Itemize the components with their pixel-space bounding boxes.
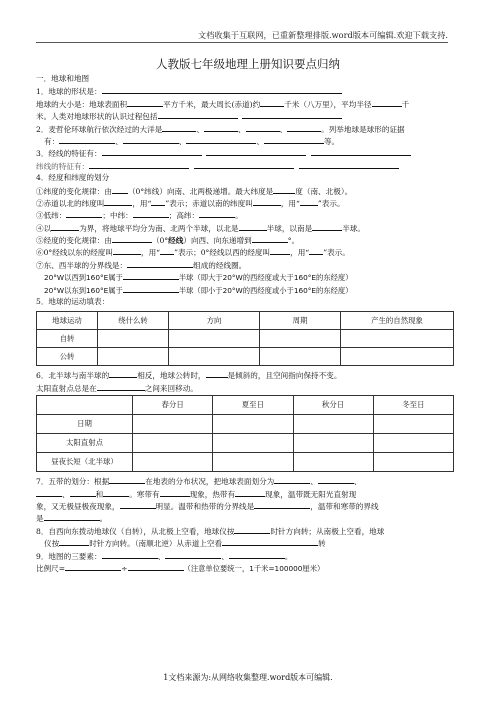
blank — [59, 135, 115, 144]
answer-cell[interactable] — [293, 415, 373, 434]
text: 8．自西向东拨动地球仪（自转），从北极上空看，地球仪按 — [36, 526, 235, 536]
text: 、 — [310, 477, 318, 487]
blank — [312, 222, 342, 231]
q2-evidence-line — [36, 135, 454, 147]
text: ②赤道以北的纬度叫 — [36, 198, 105, 208]
text: 明显。温带和热带的分界线是 — [155, 501, 255, 511]
answer-cell[interactable] — [341, 348, 454, 366]
blank — [318, 475, 354, 484]
text: 时针方向转；从南极上空看，地球 — [270, 526, 385, 536]
blank — [36, 488, 62, 497]
q4-item7 — [36, 259, 454, 271]
text: 仪按 — [44, 539, 60, 549]
answer-cell[interactable] — [133, 434, 213, 453]
blank — [112, 234, 152, 243]
blank — [162, 123, 196, 132]
answer-cell[interactable] — [98, 348, 169, 366]
bold-text: 经线 — [168, 236, 184, 246]
answer-cell[interactable] — [260, 330, 341, 348]
table-header-cell — [37, 396, 133, 415]
q7-line1 — [36, 475, 454, 487]
blank — [104, 197, 132, 206]
q4-item4 — [36, 222, 454, 234]
text: 9．地图的三要素： — [36, 551, 102, 561]
q5-heading: 5．地球的运动填表： — [36, 297, 110, 307]
row-label: 太阳直射点 — [37, 434, 133, 453]
q1-text: 1．地球的形状是： — [36, 87, 102, 97]
q7-line3 — [36, 500, 454, 512]
table-header-cell: 周期 — [260, 312, 341, 330]
blank — [206, 147, 306, 156]
blank — [65, 562, 121, 571]
text: 。列举地球是球形的证据 — [321, 124, 405, 134]
blank — [89, 160, 189, 169]
q1-size-line — [36, 98, 454, 110]
blank — [44, 512, 100, 521]
text: （0° — [151, 236, 169, 246]
blank — [127, 259, 193, 268]
blank — [51, 222, 79, 231]
blank — [70, 488, 96, 497]
blank — [234, 525, 270, 534]
blank — [151, 197, 165, 206]
answer-cell[interactable] — [373, 434, 453, 453]
blank — [253, 197, 281, 206]
blank — [235, 488, 265, 497]
blank — [123, 135, 179, 144]
table-header-cell: 春分日 — [133, 396, 213, 415]
header-divider — [36, 42, 448, 43]
text: 地球的大小是：地球表面积 — [36, 99, 128, 109]
q1-blank — [102, 85, 342, 94]
text: ）向西、向东递增到 — [183, 236, 252, 246]
text: ④以 — [36, 223, 52, 233]
text: 等。 — [323, 136, 340, 146]
q4-heading: 4．经度和纬度的划分 — [36, 173, 110, 183]
blank — [113, 246, 141, 255]
answer-cell[interactable] — [373, 453, 453, 472]
text: ，用“ — [290, 248, 310, 258]
blank — [309, 246, 323, 255]
text: 半球（即小于20°W的西经度或小于160°E的东经度） — [178, 285, 353, 295]
answer-cell[interactable] — [133, 415, 213, 434]
text: 、 — [279, 124, 288, 134]
blank — [97, 382, 145, 391]
blank — [299, 160, 399, 169]
blank — [127, 98, 163, 107]
row-label: 公转 — [37, 348, 98, 366]
table-header-cell: 方向 — [169, 312, 260, 330]
solar-terms-table — [36, 395, 454, 472]
text: 、 — [353, 477, 362, 487]
hemisphere-west-line — [36, 271, 454, 283]
text: 半球（即大于20°W的西经度或大于160°E的东经度） — [178, 273, 353, 283]
table-row — [37, 330, 454, 348]
q4-item5 — [36, 234, 454, 246]
text: 现象，热带有 — [189, 489, 236, 499]
text: 、 — [237, 124, 246, 134]
document-title: 人教版七年级地理上册知识要点归纳 — [156, 57, 340, 71]
text: 20°W以西到160°E属于 — [44, 273, 123, 283]
answer-cell[interactable] — [98, 330, 169, 348]
text: ；高纬： — [168, 211, 200, 221]
text: 半球。 — [342, 223, 365, 233]
blank — [242, 110, 342, 119]
answer-cell[interactable] — [373, 415, 453, 434]
page-header: 文档收集于互联网，已重新整理排版.word版本可编辑.欢迎下载支持. — [198, 30, 448, 40]
blank — [260, 98, 284, 107]
blank — [311, 147, 411, 156]
text: 3．经线的特征有： — [36, 149, 102, 159]
q3-meridian-line — [36, 147, 454, 159]
text: 米。人类对地球形状的认识过程包括 — [36, 112, 158, 122]
table-header-cell: 夏至日 — [213, 396, 293, 415]
table-header-cell: 冬至日 — [373, 396, 453, 415]
text: （0°纬线）向南、北两极递增。最大纬度是 — [127, 186, 274, 196]
text: 、 — [196, 124, 204, 134]
blank — [204, 123, 238, 132]
q8-line2 — [36, 537, 454, 549]
text: 、 — [178, 136, 187, 146]
text: （注意单位要统一，1千米=100000厘米） — [183, 563, 325, 573]
blank — [229, 550, 285, 559]
blank — [112, 185, 128, 194]
blank — [254, 500, 310, 509]
text: ⑥0°经线以东的经度叫 — [36, 248, 113, 258]
q7-line2 — [36, 488, 454, 500]
blank — [270, 246, 290, 255]
earth-motion-table — [36, 311, 454, 366]
q1-history-line — [36, 110, 454, 122]
text: 、 — [62, 489, 70, 499]
text: 半球，以南是 — [266, 223, 313, 233]
text: 。 — [99, 514, 108, 524]
text: ⑦东、西半球的分界线是： — [36, 260, 128, 270]
table-row — [37, 434, 454, 453]
text: 转 — [318, 539, 326, 549]
q2-line — [36, 123, 454, 135]
text: 为界，将地球平均分为南、北两个半球，以北是 — [79, 223, 239, 233]
text: 。 — [284, 551, 293, 561]
blank — [123, 271, 179, 280]
blank — [59, 537, 89, 546]
text: 相反，地球公转时， — [137, 371, 206, 381]
text: ③低纬： — [36, 211, 67, 221]
table-row — [37, 415, 454, 434]
text: 2．麦哲伦环球航行依次经过的大洋是 — [36, 124, 163, 134]
q3-parallel-line — [36, 160, 454, 172]
blank — [199, 209, 235, 218]
text: 象，又无极昼极夜现象， — [36, 501, 120, 511]
text: 、 — [221, 551, 229, 561]
blank — [160, 246, 174, 255]
blank — [102, 147, 202, 156]
text: 、 — [157, 551, 166, 561]
text: 千米（八万里），平均半径 — [284, 99, 372, 109]
section-heading: 一．地球和地图 — [36, 74, 90, 83]
blank — [120, 500, 156, 509]
answer-cell[interactable] — [293, 434, 373, 453]
text: ”表示。 — [323, 248, 350, 258]
row-label: 日期 — [37, 415, 133, 434]
text: 组成的经线圈。 — [193, 260, 247, 270]
text: 太阳直射点总是在 — [36, 383, 97, 393]
blank — [158, 110, 238, 119]
text: 度（南、北极）。 — [295, 186, 353, 196]
text: °。 — [287, 236, 300, 246]
table-header-cell: 地球运动 — [37, 312, 98, 330]
blank — [123, 284, 179, 293]
blank — [109, 475, 145, 484]
blank — [160, 488, 190, 497]
text: ⑤经度的变化规律：由 — [36, 236, 112, 246]
text: 20°W以东到160°E属于 — [44, 285, 123, 295]
text: ，用“ — [280, 198, 300, 208]
blank — [102, 550, 158, 559]
blank — [273, 185, 295, 194]
text: ”表示。 — [317, 198, 345, 208]
text: 是倾斜的，且空间指向保持不变。 — [227, 371, 342, 381]
text: 在地表的分布状况，把地球表面划分为 — [145, 477, 275, 487]
q4-item3 — [36, 209, 454, 221]
text: 。寒带有 — [129, 489, 160, 499]
blank — [103, 488, 129, 497]
text: 现象，温带既无阳光直射现 — [265, 489, 357, 499]
answer-cell[interactable] — [293, 453, 373, 472]
table-header-row — [37, 312, 454, 330]
blank — [186, 135, 256, 144]
q4-item2 — [36, 197, 454, 209]
table-row — [37, 453, 454, 472]
q6-subsolar-line — [36, 382, 454, 394]
blank — [246, 123, 280, 132]
q4-item1 — [36, 185, 454, 197]
table-row — [37, 348, 454, 366]
text: 有： — [44, 136, 60, 146]
text: 平方千米，最大周长(赤道)约 — [163, 99, 261, 109]
text: 纬线的特征有： — [36, 161, 90, 171]
text: 和 — [95, 489, 104, 499]
blank — [300, 197, 318, 206]
answer-cell[interactable] — [341, 330, 454, 348]
blank — [222, 537, 318, 546]
text: ”表示；0°经线以西的经度叫 — [174, 248, 271, 258]
row-label: 昼夜长短（北半球） — [37, 453, 133, 472]
text: 、 — [256, 136, 264, 146]
blank — [194, 160, 294, 169]
hemisphere-east-line — [36, 284, 454, 296]
document-body — [36, 73, 454, 574]
answer-cell[interactable] — [260, 348, 341, 366]
blank — [239, 222, 267, 231]
text: ÷ — [121, 563, 128, 573]
q8-line1 — [36, 525, 454, 537]
table-header-cell: 绕什么转 — [98, 312, 169, 330]
text: ，用“ — [132, 198, 152, 208]
blank — [128, 562, 184, 571]
q1-line — [36, 85, 454, 97]
text: ，用“ — [140, 248, 161, 258]
text: 、 — [115, 136, 123, 146]
blank — [274, 475, 310, 484]
table-header-row — [37, 396, 454, 415]
text: 6．北半球与南半球的 — [36, 371, 110, 381]
text: 时针方向转。（南顺北逆）从赤道上空看 — [89, 539, 223, 549]
text: 是 — [36, 514, 44, 524]
blank — [264, 135, 324, 144]
text: ，温带和寒带的界线 — [310, 501, 379, 511]
table-header-cell: 秋分日 — [293, 396, 373, 415]
q9-line — [36, 550, 454, 562]
text: ；中纬： — [102, 211, 133, 221]
text: 。 — [235, 211, 243, 221]
text: 之间来回移动。 — [144, 383, 198, 393]
scale-formula-line — [36, 562, 454, 574]
blank — [372, 98, 402, 107]
q7-line4 — [36, 512, 454, 524]
blank — [165, 550, 221, 559]
q6-line — [36, 369, 454, 381]
text: 千 — [401, 99, 410, 109]
table-header-cell: 产生的自然现象 — [341, 312, 454, 330]
blank — [66, 209, 102, 218]
blank — [133, 209, 169, 218]
text: 比例尺= — [36, 563, 66, 573]
answer-cell[interactable] — [213, 434, 293, 453]
blank — [252, 234, 288, 243]
text: 7．五带的划分：根据 — [36, 477, 110, 487]
page-footer: 1文档来源为:从网络收集整理.word版本可编辑. — [163, 673, 333, 682]
row-label: 自转 — [37, 330, 98, 348]
blank — [206, 369, 228, 378]
text: ”表示；赤道以南的纬度叫 — [165, 198, 253, 208]
answer-cell[interactable] — [213, 415, 293, 434]
blank — [109, 369, 137, 378]
text: ①纬度的变化规律：由 — [36, 186, 112, 196]
answer-cell[interactable] — [213, 453, 293, 472]
q4-item6 — [36, 246, 454, 258]
answer-cell[interactable] — [169, 348, 260, 366]
answer-cell[interactable] — [169, 330, 260, 348]
blank — [287, 123, 321, 132]
answer-cell[interactable] — [133, 453, 213, 472]
